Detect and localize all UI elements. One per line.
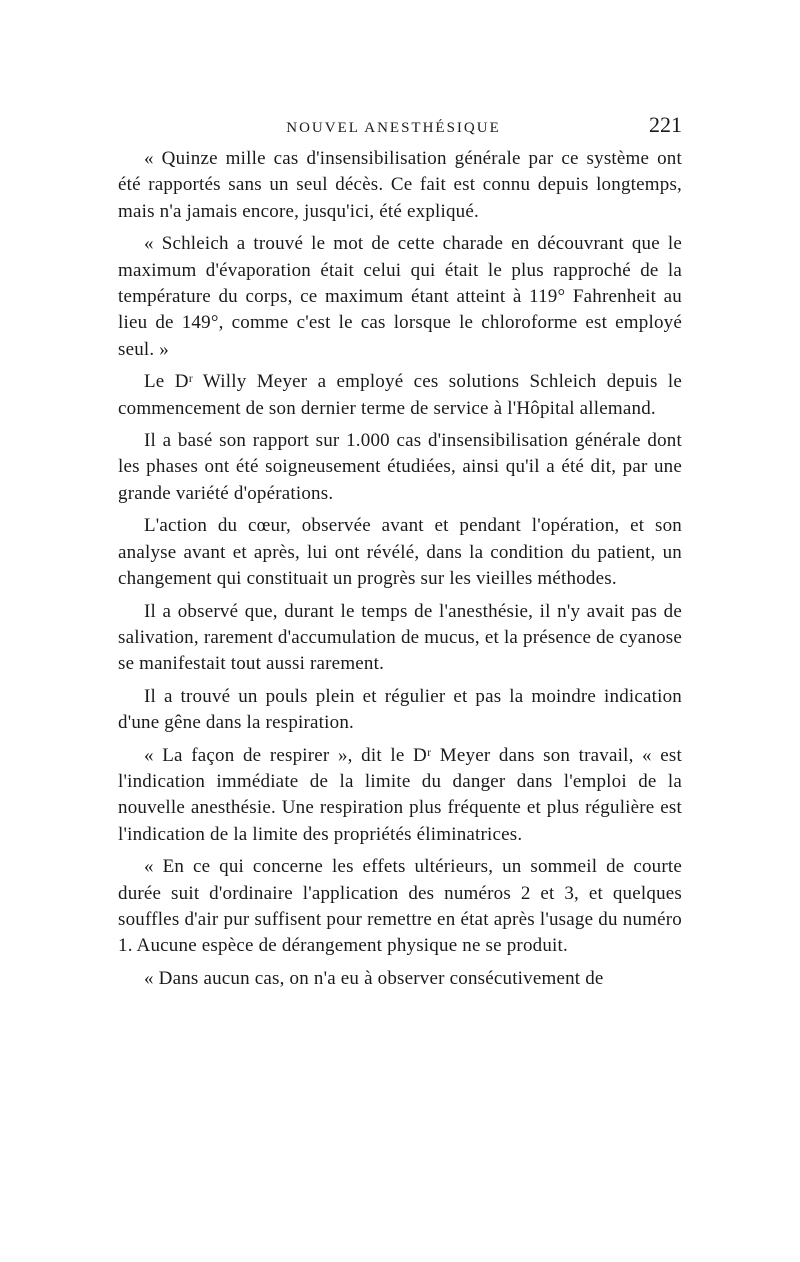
paragraph-4: Il a basé son rapport sur 1.000 cas d'insensibilisation générale dont les phases ont été soigneusement étudiées, ainsi qu'il a été dit, par une grande variété d'opérations. xyxy=(118,430,682,504)
running-title: NOUVEL ANESTHÉSIQUE xyxy=(286,120,501,136)
paragraph-5: L'action du cœur, observée avant et pendant l'opération, et son analyse avant et après, lui ont révélé, dans la condition du patient, un changement qui constituait un progrès sur les vieilles méthodes. xyxy=(118,515,682,590)
paragraph-1: « Quinze mille cas d'insensibilisation générale par ce système ont été rapportés sans un seul décès. Ce fait est connu depuis longtemps, mais n'a jamais encore, jusqu'ici, été expliqué. xyxy=(118,148,682,222)
paragraph-8: « La façon de respirer », dit le Dʳ Meyer dans son travail, « est l'indication immédiate de la limite du danger dans l'emploi de la nouvelle anesthésie. Une respiration plus fréquente et plus régulière est l'indication de la limite des propriétés éliminatrices. xyxy=(118,744,682,845)
page-header xyxy=(118,112,682,142)
paragraph-2: « Schleich a trouvé le mot de cette charade en découvrant que le maximum d'évaporation était celui qui était le plus rapproché de la température du corps, ce maximum étant atteint à 119° Fahrenheit au lieu de 149°, comme c'est le cas lorsque le chloroforme est employé seul. » xyxy=(118,233,682,360)
paragraph-3: Le Dʳ Willy Meyer a employé ces solutions Schleich depuis le commencement de son dernier terme de service à l'Hôpital allemand. xyxy=(118,371,682,419)
paragraph-6: Il a observé que, durant le temps de l'anesthésie, il n'y avait pas de salivation, rarement d'accumulation de mucus, et la présence de cyanose se manifestait tout aussi rarement. xyxy=(118,600,682,675)
paragraph-9: « En ce qui concerne les effets ultérieurs, un sommeil de courte durée suit d'ordinaire l'application des numéros 2 et 3, et quelques souffles d'air pur suffisent pour remettre en état après l'usage du numéro 1. Aucune espèce de dérangement physique ne se produit. xyxy=(118,856,682,957)
page-number: 221 xyxy=(649,112,682,137)
paragraph-7: Il a trouvé un pouls plein et régulier et pas la moindre indication d'une gêne dans la respiration. xyxy=(118,685,682,734)
book-page xyxy=(118,112,682,998)
paragraph-10: « Dans aucun cas, on n'a eu à observer consécutivement de xyxy=(144,967,604,989)
